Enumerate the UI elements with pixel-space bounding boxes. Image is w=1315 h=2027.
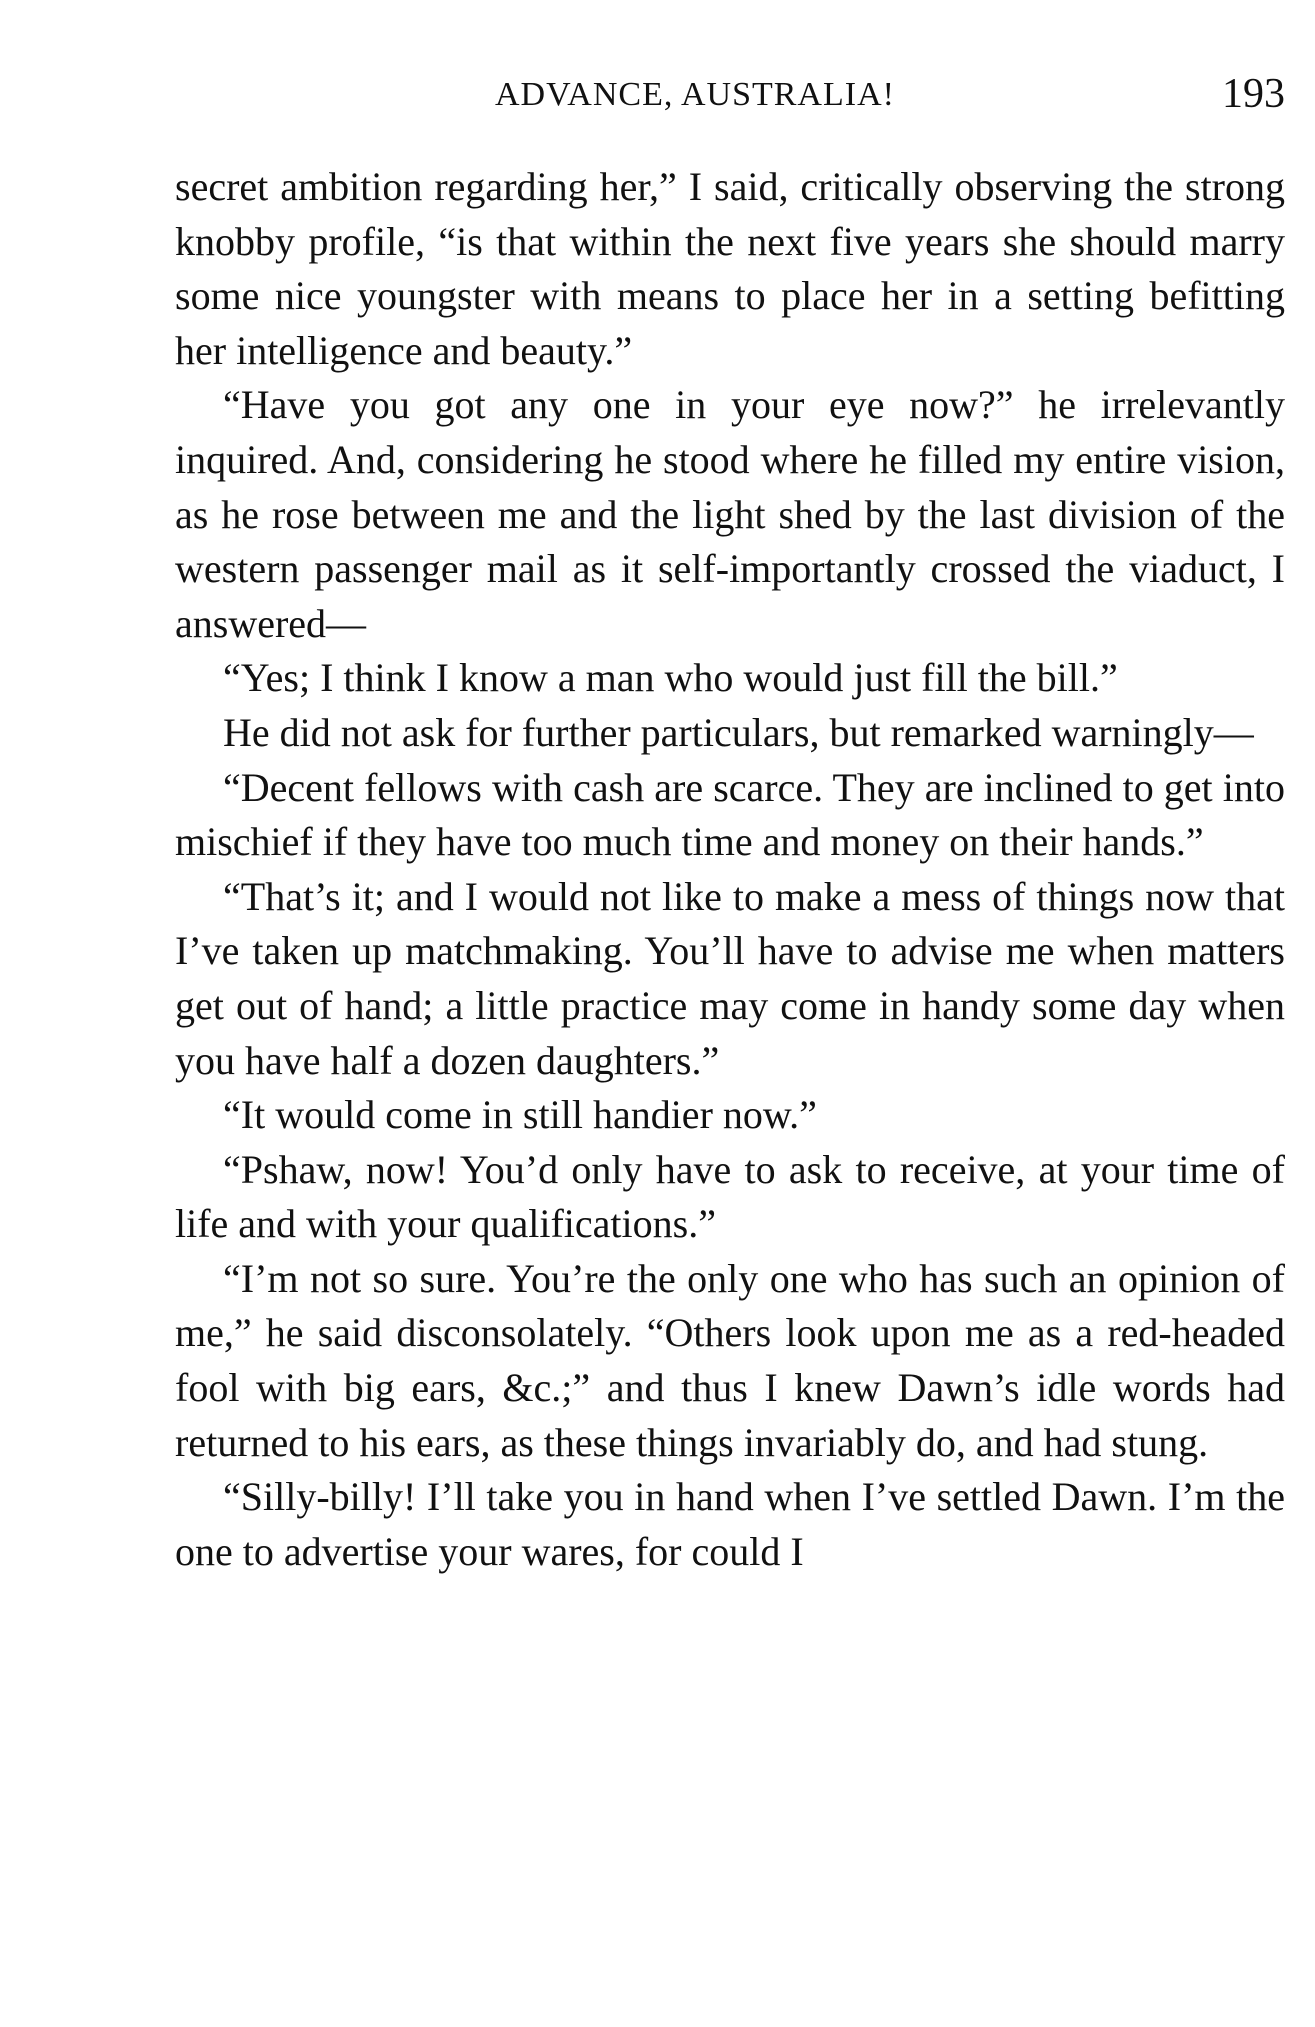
paragraph: “Yes; I think I know a man who would just fill the bill.” — [223, 655, 1118, 701]
paragraph: “Silly-billy! I’ll take you in hand when I’ve settled Dawn. I’m the one to advertise your wares, for could I — [175, 1474, 1285, 1574]
paragraph: He did not ask for further particulars, but remarked warningly— — [223, 709, 1254, 755]
page-header — [175, 70, 1285, 130]
paragraph: “Decent fellows with cash are scarce. They are inclined to get into mischief if they have too much time and money on their hands.” — [175, 764, 1285, 865]
body-text — [175, 160, 1285, 1579]
paragraph: “Have you got any one in your eye now?” he irrelevantly inquired. And, considering he stood where he filled my entire vision, as he rose between me and the light shed by the last division of the western passenger mail as it self-importantly crossed the viaduct, I answered— — [175, 382, 1285, 646]
page-number: 193 — [1222, 71, 1285, 117]
paragraph: “It would come in still handier now.” — [223, 1092, 817, 1138]
paragraph: “I’m not so sure. You’re the only one who has such an opinion of me,” he said disconsolately. “Others look upon me as a red-headed fool with big ears, &c.;” and thus I knew Dawn’s idle words had returned to his ears, as these things invariably do, and had stung. — [175, 1255, 1285, 1465]
running-title: ADVANCE, AUSTRALIA! — [495, 76, 895, 113]
paragraph-continued: secret ambition regarding her,” I said, critically observing the strong knobby profile, “is that within the next five years she should marry some nice youngster with means to place her in a setting befitting her intelligence and beauty.” — [175, 164, 1285, 373]
paragraph: “Pshaw, now! You’d only have to ask to receive, at your time of life and with your qualifications.” — [175, 1146, 1285, 1247]
paragraph: “That’s it; and I would not like to make a mess of things now that I’ve taken up matchmaking. You’ll have to advise me when matters get out of hand; a little practice may come in handy some day when you have half a dozen daughters.” — [175, 873, 1285, 1083]
